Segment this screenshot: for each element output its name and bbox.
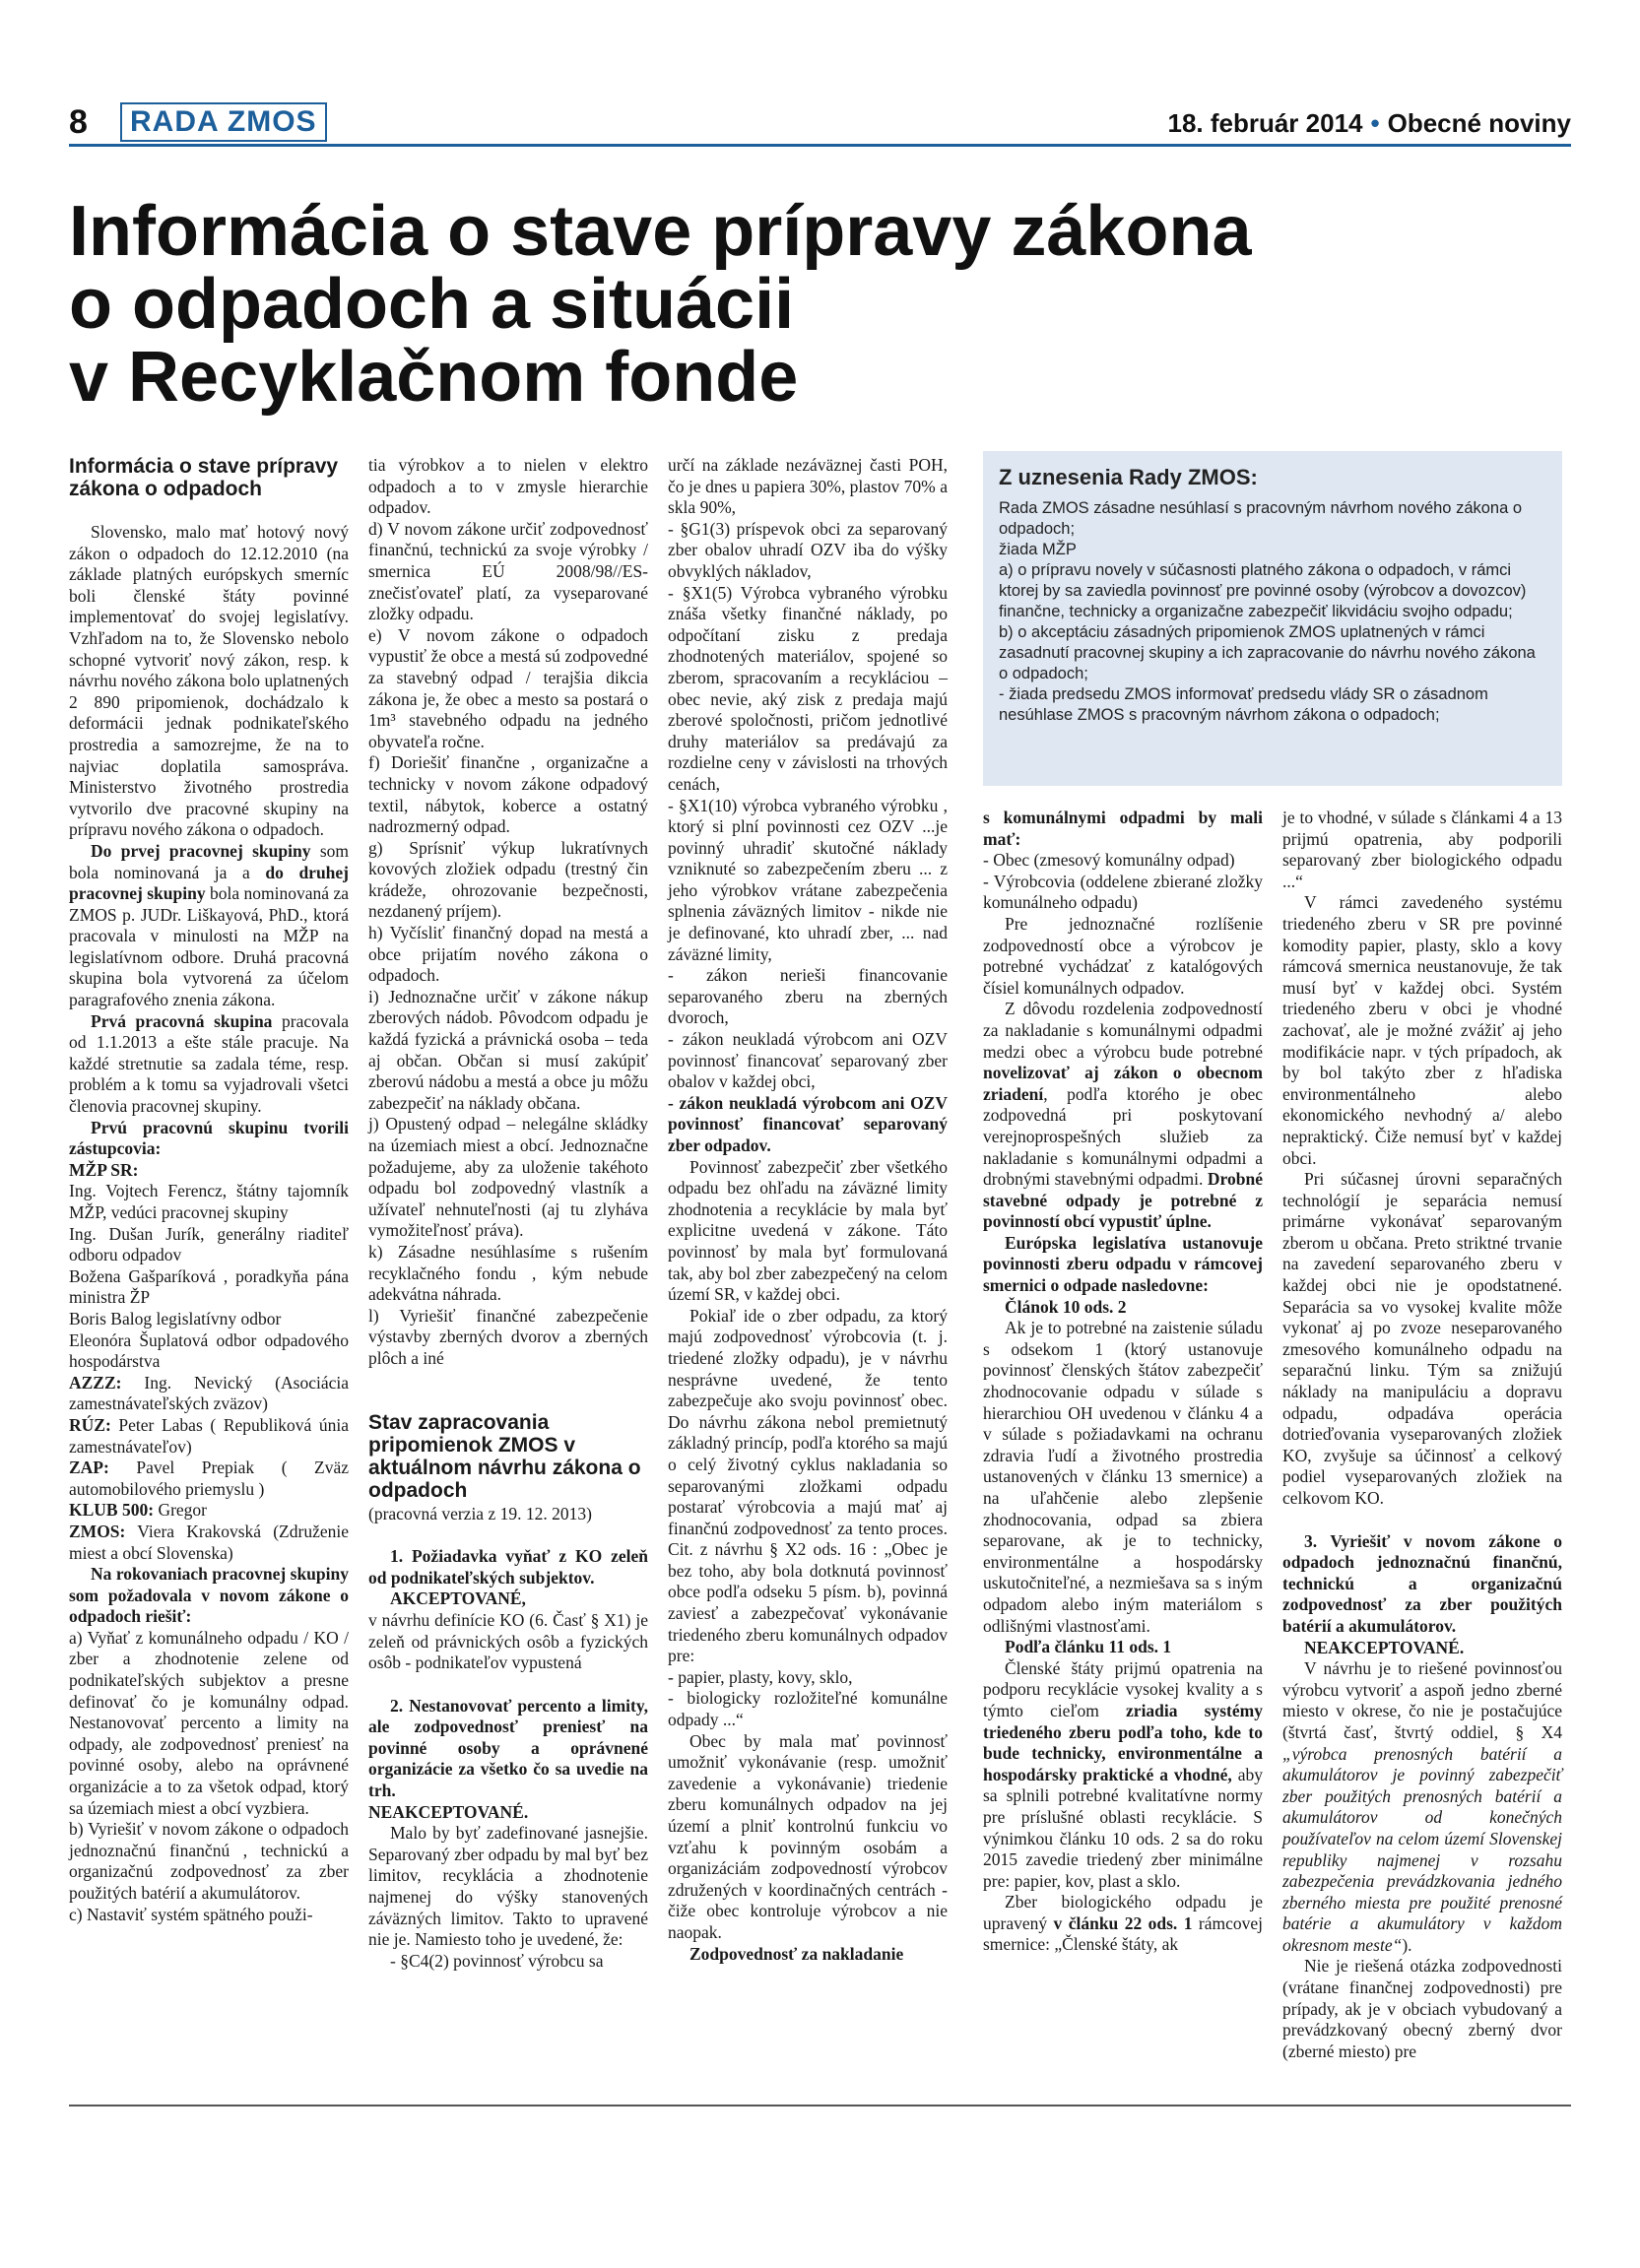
list-item: a) Vyňať z komunálneho odpadu / KO / zber a zhodnotenie zelene od podnikateľských subjektov a presne definovať čo je komunálny odpad. Nestanovovať percento a limity na odpady, ale zodpovednosť preniesť na povinné osoby, alebo na oprávnené organizácie a to za všetok odpad, ktorý sa územiach miest a obcí vyzbiera.: [69, 1627, 349, 1818]
list-item: - zákon nerieši financovanie separovaného zberu na zberných dvoroch,: [668, 965, 948, 1028]
member-item: ZAP: Pavel Prepiak ( Zväz automobilového priemyslu ): [69, 1458, 349, 1499]
paragraph: Na rokovaniach pracovnej skupiny som požadovala v novom zákone o odpadoch riešiť:: [69, 1564, 349, 1627]
page-number: 8: [69, 103, 88, 141]
list-item: k) Zásadne nesúhlasíme s rušením recyklačného fondu , kým nebude adekvátna náhrada.: [368, 1241, 648, 1305]
paragraph: Prvú pracovnú skupinu tvorili zástupcovia:: [69, 1117, 349, 1159]
list-item: l) Vyriešiť finančné zabezpečenie výstavby zberných dvorov a zberných plôch a iné: [368, 1305, 648, 1368]
member-item: Ing. Vojtech Ferencz, štátny tajomník MŽP, vedúci pracovnej skupiny: [69, 1181, 349, 1222]
section-subhead: Stav zapracovania pripomienok ZMOS v aktuálnom návrhu zákona o odpadoch: [368, 1410, 641, 1502]
list-item: - zákon neukladá výrobcom ani OZV povinnosť financovať separovaný zber obalov v každej obci,: [668, 1029, 948, 1092]
headline-line-1: Informácia o stave prípravy zákona: [69, 192, 1252, 271]
member-item: Boris Balog legislatívny odbor: [69, 1308, 282, 1328]
member-item: RÚZ: Peter Labas ( Republiková únia zamestnávateľov): [69, 1414, 349, 1457]
paragraph: Ak je to potrebné na zaistenie súladu s odsekom 1 (ktorý ustanovuje povinnosť členských štátov zabezpečiť zhodnocovanie odpadu v súlade s hierarchiou OH uvedenou v článku 4 a v súlade s požiadavkami na ochranu zdravia ľudí a životného prostredia ustanovených v článku 13 smernice) a na uľahčenie alebo zlepšenie zhodnocovania, odpad sa zbiera separovane, ak je to technicky, environmentálne a hospodársky uskutočniteľné, a nezmiešava sa s iným odpadom alebo iným materiálom s odlišnými vlastnosťami.: [983, 1318, 1263, 1636]
member-item: Eleonóra Šuplatová odbor odpadového hospodárstva: [69, 1329, 349, 1372]
list-item: - Obec (zmesový komunálny odpad): [983, 850, 1235, 871]
section-label: RADA ZMOS: [120, 102, 327, 142]
issue-info: [1167, 106, 1571, 140]
article-column-5: [1282, 808, 1562, 2062]
list-item: - §X1(10) výrobca vybraného výrobku , ktorý si plní povinnosti cez OZV ...je povinný uhradiť skutočné náklady vzniknuté so zabezpečením zberu ... z jeho výrobkov vrátane zabezpečenia splnenia záväzných limitov - nikde nie je definované, kto uhradí zber, ... nad záväzné limity,: [668, 795, 948, 964]
paragraph: je to vhodné, v súlade s článkami 4 a 13 prijmú opatrenia, aby podporili separovaný zber biologického odpadu ...“: [1282, 808, 1562, 891]
article-column-1: [69, 455, 349, 1925]
paragraph: Obec by mala mať povinnosť umožniť vykonávanie (resp. umožniť zavedenie a vykonávanie) triedenie zberu komunálnych odpadov na jej území a plniť kontrolnú funkciu vo vzťahu k povinným osobám a organizáciám zodpovedností výrobcov združených v koordinačných centrách - čiže obec kontroluje výrobcov a nie naopak.: [668, 1730, 948, 1942]
box-line: Rada ZMOS zásadne nesúhlasí s pracovným návrhom nového zákona o odpadoch;: [999, 499, 1523, 538]
headline-line-3: v Recyklačnom fonde: [69, 338, 799, 417]
list-item: - biologicky rozložiteľné komunálne odpady ...“: [668, 1688, 948, 1730]
paragraph: Pokiaľ ide o zber odpadu, za ktorý majú zodpovednosť výrobcovia (t. j. triedené zložky odpadu), je v návrhu nesprávne uvedené, že tento zabezpečuje ako svoju povinnosť obec. Do návrhu zákona nebol premietnutý základný princíp, podľa ktorého sa majú o celý životný cyklus nakladania so separovanými zložkami odpadu postarať výrobcovia a majú mať aj finančnú zodpovednosť za tento proces. Cit. z návrhu § X2 ods. 16 : „Obec je bez toho, aby bola dotknutá povinnosť obce podľa odseku 5 písm. b), povinná zaviesť a zabezpečovať vykonávanie triedeného zberu komunálnych odpadov pre:: [668, 1305, 948, 1666]
footer-divider: [69, 2105, 1571, 2106]
paragraph: Európska legislatíva ustanovuje povinnosti zberu odpadu v rámcovej smernici o odpade nasledovne:: [983, 1232, 1263, 1296]
paragraph: v návrhu definície KO (6. Časť § X1) je zeleň od právnických osôb a fyzických osôb - podnikateľov vypustená: [368, 1609, 648, 1673]
headline-line-2: o odpadoch a situácii: [69, 265, 795, 344]
list-item: i) Jednoznačne určiť v zákone nákup zberových nádob. Pôvodcom odpadu je každá fyzická a právnická osoba – teda aj občan. Občan si musí zakúpiť zberovú nádobu a mestá a obce ju môžu zabezpečiť na náklady občana.: [368, 986, 648, 1113]
header-divider: [69, 144, 1571, 147]
paragraph: Malo by byť zadefinované jasnejšie. Separovaný zber odpadu by mal byť bez limitov, recyklácia a zhodnotenie najmenej do výšky stanovených záväzných limitov. Takto to upravené nie je. Namiesto toho je uvedené, že:: [368, 1823, 648, 1950]
member-item: Ing. Dušan Jurík, generálny riaditeľ odboru odpadov: [69, 1223, 349, 1265]
member-item: ZMOS: Viera Krakovská (Združenie miest a obcí Slovenska): [69, 1521, 349, 1563]
list-item: c) Nastaviť systém spätného použi-: [69, 1904, 313, 1924]
status-label: NEAKCEPTOVANÉ.: [1304, 1637, 1465, 1657]
bullet-separator: •: [1370, 108, 1380, 138]
subhead-note: (pracovná verzia z 19. 12. 2013): [368, 1503, 592, 1523]
paragraph: Nie je riešená otázka zodpovednosti (vrátane finančnej zodpovednosti) pre prípady, ak je v obciach vybudovaný a prevádzkovaný obecný zberný dvor (zberné miesto) pre: [1282, 1956, 1562, 2061]
list-item: b) Vyriešiť v novom zákone o odpadoch jednoznačnú finančnú , technickú a organizačnú zodpovednosť za zber použitých batérií a akumulátorov.: [69, 1819, 349, 1903]
status-label: AKCEPTOVANÉ,: [390, 1588, 526, 1609]
box-title: Z uznesenia Rady ZMOS:: [999, 465, 1258, 489]
paragraph: s komunálnymi odpadmi by mali mať:: [983, 808, 1263, 849]
resolution-box: [983, 451, 1562, 786]
paragraph: Členské štáty prijmú opatrenia na podporu recyklácie vysokej kvality a s týmto cieľom zriadia systémy triedeného zberu podľa toho, kde to bude technicky, environmentálne a hospodársky praktické a vhodné, aby sa splnili potrebné kvalitatívne normy pre príslušné oblasti recyklácie. S výnimkou článku 10 ods. 2 sa do roku 2015 zavedie triedený zber minimálne pre: papier, kov, plast a sklo.: [983, 1657, 1263, 1891]
list-item: h) Vyčísliť finančný dopad na mestá a obce prijatím nového zákona o odpadoch.: [368, 923, 648, 986]
paragraph: Prvá pracovná skupina pracovala od 1.1.2013 a ešte stále pracuje. Na každé stretnutie sa zadala téme, resp. problém a k tomu sa vyjadrovali všetci členovia pracovnej skupiny.: [69, 1010, 350, 1117]
status-label: NEAKCEPTOVANÉ.: [368, 1801, 529, 1822]
list-item: d) V novom zákone určiť zodpovednosť finančnú, technickú za svoje výrobky / smernica EÚ 2008/98//ES- znečisťovateľ platí, za vyseparované zložky odpadu.: [368, 518, 648, 624]
page-header: [69, 102, 1571, 146]
box-line: b) o akceptáciu zásadných pripomienok ZMOS uplatnených v rámci zasadnutí pracovnej skupiny a ich zapracovanie do návrhu nového zákona o odpadoch;: [999, 623, 1536, 682]
publication-name: Obecné noviny: [1387, 108, 1571, 138]
list-item: e) V novom zákone o odpadoch vypustiť že obce a mestá sú zodpovedné za stavebný odpad / terajšia dikcia zákona je, že obec a mesto sa postará o 1m³ stavebného odpadu na jedného obyvateľa ročne.: [368, 624, 648, 751]
list-item: - §C4(2) povinnosť výrobcu sa: [390, 1950, 604, 1971]
section-subhead: Informácia o stave prípravy zákona o odpadoch: [69, 455, 339, 500]
paragraph: Pri súčasnej úrovni separačných technológií je separácia nemusí primárne vykonávať separovaným zberom u občana. Preto striktné trvanie na zavedení separovaného zberu v každej obci nie je opodstatnené. Separácia sa vo vysokej kvalite môže vykonať aj po zvoze neseparovaného zmesového komunálneho odpadu na separačnú linku. Tým sa znižujú náklady na manipuláciu a dopravu odpadu, odpadáva operácia dotrieďovania vyseparovaných zložiek KO, zvyšuje sa účinnosť a celkový podiel vyseparovaných zložiek na celkovom KO.: [1282, 1169, 1562, 1508]
member-item: AZZZ: Ing. Nevický (Asociácia zamestnávateľských zväzov): [69, 1372, 349, 1414]
article-column-4: [983, 808, 1263, 1956]
list-item: tia výrobkov a to nielen v elektro odpadoch a to v zmysle hierarchie odpadov.: [368, 455, 648, 518]
list-item: j) Opustený odpad – nelegálne skládky na územiach miest a obcí. Jednoznačne požadujeme, aby za uloženie takéhoto odpadu bol zodpovedný vlastník a užívateľ nehnuteľnosti (aj tu zlyháva vymožiteľnosť práva).: [368, 1114, 648, 1241]
paragraph: V návrhu je to riešené povinnosťou výrobcu vytvoriť a aspoň jedno zberné miesto v okrese, čo nie je postačujúce (štvrtá časť, štvrtý oddiel, § X4 „výrobca prenosných batérií a akumulátorov je povinný zabezpečiť zber použitých prenosných batérií a akumulátorov od konečných používateľov na celom území Slovenskej republiky najmenej v rozsahu zabezpečenia prevádzkovania jedného zberného miesta pre použité prenosné batérie a akumulátory v každom okresnom meste“).: [1282, 1658, 1562, 1955]
list-item: - §X1(5) Výrobca vybraného výrobku znáša všetky finančné náklady, po odpočítaní zisku z predaja zhodnotených materiálov, spojené so zberom, spracovaním a recykláciou – obec nevie, aký zisk z predaja majú zberové spoločnosti, pričom jednotlivé druhy materiálov sa predávajú za rozdielne ceny v závislosti na trhových cenách,: [668, 582, 948, 794]
issue-date: 18. február 2014: [1167, 108, 1363, 138]
label: MŽP SR:: [69, 1159, 139, 1180]
box-line: a) o prípravu novely v súčasnosti platného zákona o odpadoch, v rámci ktorej by sa zaviedla povinnosť pre povinné osoby (výrobcov a dovozcov) finančne, technicky a organizačne zabezpečiť likvidáciu svojho odpadu;: [999, 561, 1527, 620]
member-item: Božena Gašparíková , poradkyňa pána ministra ŽP: [69, 1265, 349, 1308]
paragraph: 2. Nestanovovať percento a limity, ale zodpovednosť preniesť na povinné osoby a oprávnené organizácie za všetko čo sa uvedie na trh.: [368, 1695, 648, 1801]
list-item: f) Doriešiť finančne , organizačne a technicky v novom zákone odpadový textil, nábytok, koberce a ostatný nadrozmerný odpad.: [368, 752, 648, 837]
member-item: KLUB 500: Gregor: [69, 1500, 207, 1521]
article-column-3: [668, 455, 948, 1965]
paragraph: Slovensko, malo mať hotový nový zákon o odpadoch do 12.12.2010 (na základe platných európskych smerníc boli členské štáty povinné implementovať do svojej legislatívy. Vzhľadom na to, že Slovensko nebolo schopné vytvoriť nový zákon, resp. k návrhu nového zákona bolo uplatnených 2 890 pripomienok, dochádzalo k deformácii jednak podnikateľského prostredia a samozrejme, že na to najviac doplatila samospráva. Ministerstvo životného prostredia vytvorilo dve pracovné skupiny na prípravu nového zákona o odpadoch.: [69, 522, 349, 840]
list-item: - Výrobcovia (oddelene zbierané zložky komunálneho odpadu): [983, 871, 1263, 913]
paragraph: určí na základe nezáväznej časti POH, čo je dnes u papiera 30%, plastov 70% a skla 90%,: [668, 455, 948, 518]
paragraph: 1. Požiadavka vyňať z KO zeleň od podnikateľských subjektov.: [368, 1546, 648, 1588]
box-line: - žiada predsedu ZMOS informovať predsedu vlády SR o zásadnom nesúhlase ZMOS s pracovným návrhom zákona o odpadoch;: [999, 685, 1488, 724]
list-item: g) Sprísniť výkup lukratívnych kovových zložiek odpadu (trestný čin krádeže, ohrozovanie bezpečnosti, nezdanený príjem).: [368, 837, 648, 922]
paragraph: Zber biologického odpadu je upravený v článku 22 ods. 1 rámcovej smernice: „Členské štáty, ak: [983, 1892, 1264, 1955]
list-item: - zákon neukladá výrobcom ani OZV povinnosť financovať separovaný zber odpadov.: [668, 1092, 948, 1155]
paragraph: 3. Vyriešiť v novom zákone o odpadoch jednoznačnú finančnú, technickú a organizačnú zodpovednosť za zber použitých batérií a akumulátorov.: [1282, 1530, 1562, 1636]
list-item: - §G1(3) príspevok obci za separovaný zber obalov uhradí OZV iba do výšky obvyklých nákladov,: [668, 518, 948, 581]
list-item: - papier, plasty, kovy, sklo,: [668, 1666, 853, 1687]
paragraph: Povinnosť zabezpečiť zber všetkého odpadu bez ohľadu na záväzné limity zhodnotenia a recyklácie by mala byť explicitne uvedená v zákone. Táto povinnosť by mala byť formulovaná tak, aby bol zber zabezpečený na celom území SR, v každej obci.: [668, 1156, 948, 1305]
article-headline: [69, 192, 1566, 417]
paragraph: V rámci zavedeného systému triedeného zberu v SR pre povinné komodity papier, plasty, sklo a kovy rámcová smernica neustanovuje, že tak musí byť v každej obci. Systém triedeného zberu v obci je vhodné zachovať, ale je možné zvážiť aj jeho modifikácie napr. v tých prípadoch, ak by bol takýto zber z hľadiska environmentálneho alebo ekonomického nevhodný a/ alebo nepraktický. Čiže nemusí byť v každej obci.: [1282, 892, 1562, 1168]
paragraph: Do prvej pracovnej skupiny som bola nominovaná ja a do druhej pracovnej skupiny bola nominovaná za ZMOS p. JUDr. Liškayová, PhD., ktorá pracovala v minulosti na MŽP na legislatívnom odbore. Druhá pracovná skupina bola vytvorená za účelom paragrafového znenia zákona.: [69, 840, 349, 1010]
box-line: žiada MŽP: [999, 541, 1077, 558]
paragraph: Pre jednoznačné rozlíšenie zodpovedností obce a výrobcov je potrebné vychádzať z katalógových čísiel komunálnych odpadov.: [983, 913, 1263, 998]
paragraph: Podľa článku 11 ods. 1: [1005, 1637, 1172, 1657]
paragraph: Zodpovednosť za nakladanie: [689, 1943, 904, 1964]
paragraph: Článok 10 ods. 2: [1005, 1296, 1127, 1317]
article-column-2: [368, 455, 648, 1972]
paragraph: Z dôvodu rozdelenia zodpovedností za nakladanie s komunálnymi odpadmi medzi obec a výrobcu bude potrebné novelizovať aj zákon o obecnom zriadení, podľa ktorého je obec zodpovedná pri poskytovaní verejnoprospešných služieb za nakladanie s komunálnymi odpadmi a drobnými stavebnými odpadmi. Drobné stavebné odpady je potrebné z povinností obcí vypustiť úplne.: [983, 999, 1263, 1232]
